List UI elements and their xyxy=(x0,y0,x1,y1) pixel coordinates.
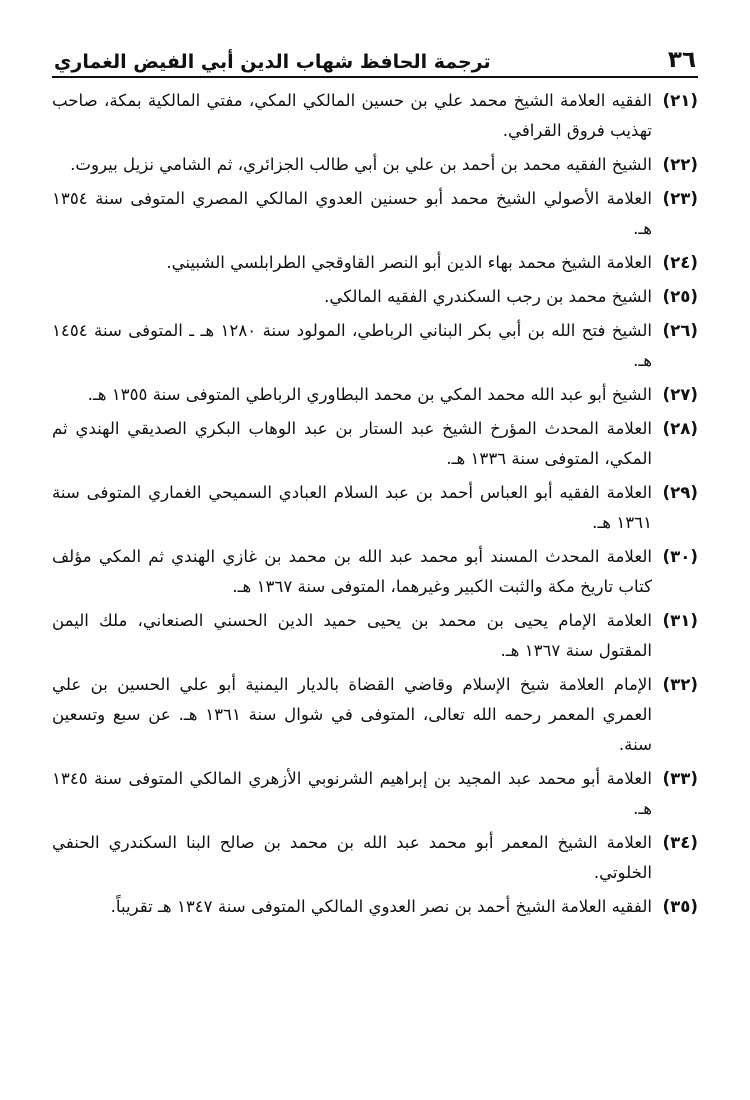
teachers-list xyxy=(52,86,698,922)
entry-number: (٢٢) xyxy=(662,155,698,174)
list-item xyxy=(52,892,698,922)
entry-number: (٣١) xyxy=(662,611,698,630)
entry-number: (٢٥) xyxy=(662,287,698,306)
entry-number: (٣٢) xyxy=(662,675,698,694)
list-item xyxy=(52,282,698,312)
entry-text: العلامة الشيخ محمد بهاء الدين أبو النصر القاوقجي الطرابلسي الشبيني. xyxy=(166,253,652,272)
entry-text: العلامة الأصولي الشيخ محمد أبو حسنين العدوي المالكي المصري المتوفى سنة ١٣٥٤ هـ. xyxy=(52,189,652,238)
entry-text: العلامة أبو محمد عبد المجيد بن إبراهيم الشرنوبي الأزهري المالكي المتوفى سنة ١٣٤٥ هـ. xyxy=(52,769,652,818)
list-item xyxy=(52,380,698,410)
running-header-title: ترجمة الحافظ شهاب الدين أبي الفيض الغماري xyxy=(54,51,491,73)
list-item xyxy=(52,150,698,180)
list-item xyxy=(52,606,698,666)
entry-text: العلامة المحدث المؤرخ الشيخ عبد الستار بن عبد الوهاب البكري الصديقي الهندي ثم المكي، المتوفى سنة ١٣٣٦ هـ. xyxy=(52,419,652,468)
entry-text: الشيخ محمد بن رجب السكندري الفقيه المالكي. xyxy=(324,287,652,306)
entry-number: (٢٦) xyxy=(662,321,698,340)
entry-text: الفقيه العلامة الشيخ محمد علي بن حسين المالكي المكي، مفتي المالكية بمكة، صاحب تهذيب فروق القرافي. xyxy=(52,91,652,140)
entry-number: (٣٣) xyxy=(662,769,698,788)
list-item xyxy=(52,316,698,376)
list-item xyxy=(52,414,698,474)
entry-number: (٣٥) xyxy=(662,897,698,916)
entry-text: الفقيه العلامة الشيخ أحمد بن نصر العدوي المالكي المتوفى سنة ١٣٤٧ هـ تقريباً. xyxy=(110,897,652,916)
entry-text: الشيخ الفقيه محمد بن أحمد بن علي بن أبي طالب الجزائري، ثم الشامي نزيل بيروت. xyxy=(70,155,652,174)
list-item xyxy=(52,184,698,244)
entry-text: الشيخ أبو عبد الله محمد المكي بن محمد البطاوري الرباطي المتوفى سنة ١٣٥٥ هـ. xyxy=(87,385,652,404)
entry-number: (٢٧) xyxy=(662,385,698,404)
list-item xyxy=(52,248,698,278)
list-item xyxy=(52,542,698,602)
entry-number: (٢٣) xyxy=(662,189,698,208)
list-item xyxy=(52,478,698,538)
list-item xyxy=(52,764,698,824)
page-number: ٣٦ xyxy=(667,47,696,73)
entry-number: (٢٩) xyxy=(662,483,698,502)
book-page xyxy=(52,42,698,1082)
entry-number: (٢٨) xyxy=(662,419,698,438)
entry-number: (٢١) xyxy=(662,91,698,110)
list-item xyxy=(52,828,698,888)
entry-text: العلامة الفقيه أبو العباس أحمد بن عبد السلام العبادي السميحي الغماري المتوفى سنة ١٣٦١ هـ. xyxy=(52,483,652,532)
running-header xyxy=(52,42,698,78)
entry-text: الشيخ فتح الله بن أبي بكر البناني الرباطي، المولود سنة ١٢٨٠ هـ ـ المتوفى سنة ١٤٥٤ هـ. xyxy=(52,321,652,370)
entry-number: (٢٤) xyxy=(662,253,698,272)
entry-number: (٣٤) xyxy=(662,833,698,852)
entry-text: العلامة الإمام يحيى بن محمد بن يحيى حميد الدين الحسني الصنعاني، ملك اليمن المقتول سنة ١٣٦٧ هـ. xyxy=(52,611,652,660)
entry-text: الإمام العلامة شيخ الإسلام وقاضي القضاة بالديار اليمنية أبو علي الحسين بن علي العمري المعمر رحمه الله تعالى، المتوفى في شوال سنة ١٣٦١ هـ. عن سبع وتسعين سنة. xyxy=(52,675,652,754)
entry-text: العلامة المحدث المسند أبو محمد عبد الله بن محمد بن غازي الهندي ثم المكي مؤلف كتاب تاريخ مكة والثبت الكبير وغيرهما، المتوفى سنة ١٣٦٧ هـ. xyxy=(52,547,652,596)
entry-number: (٣٠) xyxy=(662,547,698,566)
list-item xyxy=(52,670,698,760)
entry-text: العلامة الشيخ المعمر أبو محمد عبد الله بن محمد بن صالح البنا السكندري الحنفي الخلوتي. xyxy=(52,833,652,882)
list-item xyxy=(52,86,698,146)
